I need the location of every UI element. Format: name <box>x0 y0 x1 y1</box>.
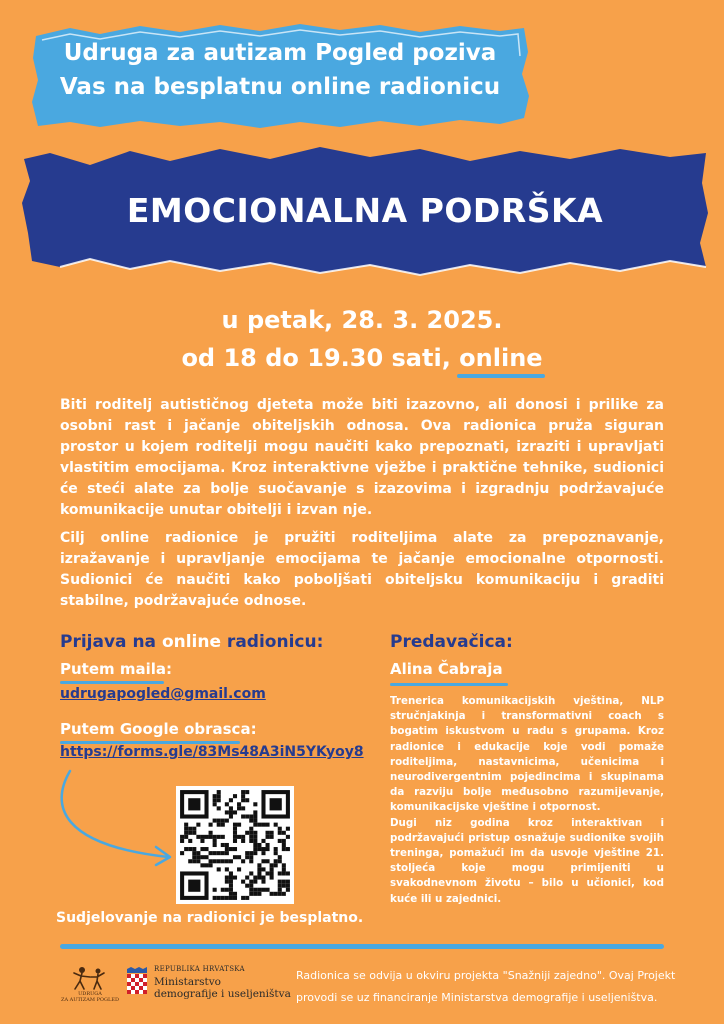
google-form-link[interactable]: https://forms.gle/83Ms48A3iN5YKyoy8 <box>60 744 364 760</box>
event-title: EMOCIONALNA PODRŠKA <box>126 191 604 230</box>
mail-label-underline <box>60 681 164 684</box>
republic-label: REPUBLIKA HRVATSKA <box>154 965 245 973</box>
qr-code-pattern <box>176 786 294 904</box>
people-figures-icon <box>60 965 120 991</box>
registration-heading-online: online <box>161 632 222 652</box>
event-time-text: od 18 do 19.30 sati, <box>181 344 460 372</box>
qr-code[interactable] <box>176 786 294 904</box>
ministry-name-line-1: Ministarstvo <box>154 976 221 988</box>
ministry-name-line-2: demografije i useljeništva <box>154 988 291 1000</box>
registration-heading-part-3: radionicu: <box>221 632 324 652</box>
ministry-name <box>154 976 291 1000</box>
curved-arrow-icon <box>40 765 190 875</box>
lecturer-bio-paragraph-1: Trenerica komunikacijskih vještina, NLP stručnjakinja i transformativni coach s bogatim iskustvom u radu s grupama. Kroz radionice i edukacije koje vodi pomaže roditeljima, nastavnicima, učenicima i neurodivergentnim pojedincima i skupinama da razviju bolje međusobno razumijevanje, komunikacijske vještine i otpornost. <box>390 695 664 814</box>
lecturer-name-underline <box>390 683 508 686</box>
org-logo-caption-1: UDRUGA <box>78 991 102 997</box>
event-mode-underline <box>457 374 544 378</box>
invite-line-2: Vas na besplatnu online radionicu <box>59 74 501 100</box>
lecturer-heading: Predavačica: <box>390 632 513 652</box>
lecturer-name: Alina Čabraja <box>390 660 503 678</box>
invite-banner <box>30 22 530 130</box>
lecturer-bio <box>390 694 664 907</box>
mail-label: Putem maila: <box>60 660 173 678</box>
title-banner <box>20 143 710 283</box>
email-link[interactable]: udrugapogled@gmail.com <box>60 686 266 702</box>
form-label: Putem Google obrasca: <box>60 720 257 738</box>
lecturer-bio-paragraph-2: Dugi niz godina kroz interaktivan i podržavajući pristup osnažuje sudionike svojih treninga, pomažući im da usvoje vještine 21. stoljeća koje mogu primijeniti u svakodnevnom životu – bilo u učionici, kod kuće ili u zajednici. <box>390 816 664 905</box>
org-logo-caption-2: ZA AUTIZAM POGLED <box>60 997 120 1003</box>
event-mode <box>459 344 542 372</box>
registration-heading-part-1: Prijava na <box>60 632 162 652</box>
invite-line-1: Udruga za autizam Pogled poziva <box>63 40 497 66</box>
event-date: u petak, 28. 3. 2025. <box>221 306 503 334</box>
footer-funding-text: Radionica se odvija u okviru projekta "Snažniji zajedno". Ovaj Projekt provodi se uz financiranje Ministarstva demografije i useljeništva. <box>296 969 676 1004</box>
event-time <box>0 340 724 376</box>
ministry-logo <box>126 965 291 1009</box>
croatian-coat-of-arms-icon <box>126 967 148 995</box>
org-logo <box>60 965 120 1005</box>
free-participation-note: Sudjelovanje na radionici je besplatno. <box>56 910 364 926</box>
event-mode-text: online <box>459 344 543 372</box>
description-paragraph-2: Cilj online radionice je pružiti roditeljima alate za prepoznavanje, izražavanje i upravljanje emocijama te jačanje emocionalne otpornosti. Sudionici će naučiti kako poboljšati obiteljsku komunikaciju i graditi stabilne, podržavajuće odnose. <box>60 530 664 609</box>
description-paragraph-1: Biti roditelj autističnog djeteta može biti izazovno, ali donosi i prilike za osobni rast i jačanje obiteljskih odnosa. Ova radionica pruža siguran prostor u kojem roditelji mogu naučiti kako prepoznati, izraziti i upravljati vlastitim emocijama. Kroz interaktivne vježbe i praktične tehnike, sudionici će steći alate za bolje suočavanje s izazovima i izgradnju podržavajuće komunikacije unutar obitelji i izvan nje. <box>60 397 664 518</box>
footer-divider <box>60 944 664 949</box>
registration-heading <box>60 632 323 652</box>
